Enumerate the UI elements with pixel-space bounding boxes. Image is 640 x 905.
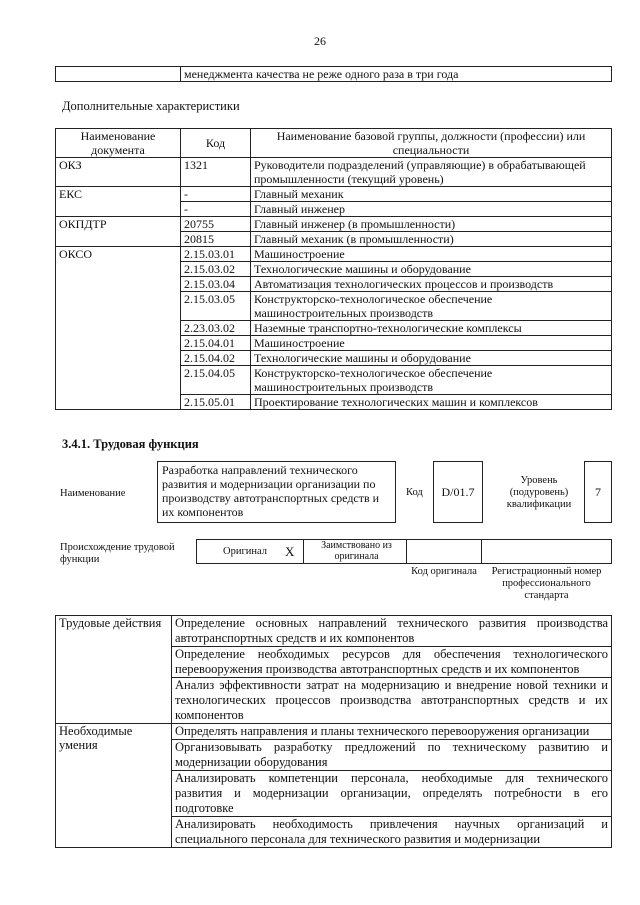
code-cell: 2.15.04.02 (181, 351, 251, 366)
code-cell: 2.15.03.02 (181, 262, 251, 277)
table-row (56, 187, 612, 202)
name-cell: Руководители подразделений (управляющие) в обрабатывающей промышленности (текущий уровень) (251, 158, 612, 187)
origin-reg-box (481, 539, 612, 564)
name-cell: Главный инженер (в промышленности) (251, 217, 612, 232)
original-mark: X (285, 544, 295, 559)
code-cell: 2.15.04.01 (181, 336, 251, 351)
code-cell: 2.15.03.04 (181, 277, 251, 292)
name-cell: Главный инженер (251, 202, 612, 217)
actions-label: Трудовые действия (56, 616, 172, 724)
empty-cell (56, 67, 181, 82)
name-cell: Проектирование технологических машин и комплексов (251, 395, 612, 410)
header-doc: Наименование документа (56, 129, 181, 158)
origin-code-box (406, 539, 482, 564)
header-code: Код (181, 129, 251, 158)
origin-box (196, 539, 407, 564)
name-cell: Главный механик (251, 187, 612, 202)
page-number: 26 (314, 34, 326, 48)
code-cell: 2.15.03.05 (181, 292, 251, 321)
additional-title: Дополнительные характеристики (62, 99, 240, 113)
table-row (56, 247, 612, 262)
level-box (584, 461, 612, 523)
function-name-box (157, 461, 396, 523)
code-cell: - (181, 187, 251, 202)
doc-cell: ОКСО (56, 247, 181, 410)
name-cell: Главный механик (в промышленности) (251, 232, 612, 247)
code-cell: 2.23.03.02 (181, 321, 251, 336)
code-cell: 2.15.05.01 (181, 395, 251, 410)
origin-label: Происхождение трудовой функции (60, 542, 175, 565)
function-details-table (55, 615, 612, 848)
name-cell: Машиностроение (251, 336, 612, 351)
doc-cell: ОКПДТР (56, 217, 181, 247)
code-cell: 1321 (181, 158, 251, 187)
origin-divider (303, 539, 304, 564)
name-cell: Наземные транспортно-технологические комплексы (251, 321, 612, 336)
code-cell: 2.15.03.01 (181, 247, 251, 262)
skills-item: Организовывать разработку предложений по техническому развитию и модернизации оборудования (172, 740, 612, 771)
origin-reg-caption: Регистрационный номер профессионального стандарта (491, 566, 602, 601)
name-cell: Технологические машины и оборудование (251, 351, 612, 366)
code-cell: 20755 (181, 217, 251, 232)
code-value: D/01.7 (441, 484, 475, 499)
skills-item: Определять направления и планы технического перевооружения организации (172, 724, 612, 740)
code-label: Код (406, 487, 423, 498)
skills-label: Необходимые умения (56, 724, 172, 848)
table-row (56, 158, 612, 187)
table-row (56, 616, 612, 647)
name-cell: Конструкторско-технологическое обеспечение машиностроительных производств (251, 292, 612, 321)
name-cell: Автоматизация технологических процессов и производств (251, 277, 612, 292)
level-label: Уровень (подуровень) квалификации (506, 475, 572, 510)
borrowed-label: Заимствовано из оригинала (321, 540, 392, 562)
doc-cell: ОКЗ (56, 158, 181, 187)
level-value: 7 (595, 484, 601, 499)
actions-item: Определение необходимых ресурсов для обеспечения технологического перевооружения производства автотранспортных средств и их компонентов (172, 647, 612, 678)
origin-code-caption: Код оригинала (411, 566, 477, 577)
table-header-row (56, 129, 612, 158)
skills-item: Анализировать необходимость привлечения научных организаций и специального персонала для технического развития и модернизации (172, 817, 612, 848)
table-row (56, 724, 612, 740)
function-name-value: Разработка направлений технического развития и модернизации организации по производству автотранспортных средств и их компонентов (162, 463, 380, 519)
continuation-table (55, 66, 612, 82)
doc-cell: ЕКС (56, 187, 181, 217)
continuation-text: менеджмента качества не реже одного раза в три года (181, 67, 612, 82)
header-name: Наименование базовой группы, должности (профессии) или специальности (251, 129, 612, 158)
table-row (56, 217, 612, 232)
skills-item: Анализировать компетенции персонала, необходимые для технического развития и модернизации организации, определять потребности в его подготовке (172, 771, 612, 817)
name-cell: Машиностроение (251, 247, 612, 262)
code-cell: - (181, 202, 251, 217)
original-label: Оригинал (223, 546, 267, 557)
name-cell: Конструкторско-технологическое обеспечение машиностроительных производств (251, 366, 612, 395)
function-title: 3.4.1. Трудовая функция (62, 437, 199, 451)
code-box (433, 461, 483, 523)
actions-item: Анализ эффективности затрат на модернизацию и внедрение новой техники и технологических процессов производства автотранспортных средств и их компонентов (172, 678, 612, 724)
additional-table (55, 128, 612, 410)
name-cell: Технологические машины и оборудование (251, 262, 612, 277)
code-cell: 20815 (181, 232, 251, 247)
name-label: Наименование (60, 488, 126, 499)
actions-item: Определение основных направлений технического развития производства автотранспортных средств и их компонентов (172, 616, 612, 647)
code-cell: 2.15.04.05 (181, 366, 251, 395)
